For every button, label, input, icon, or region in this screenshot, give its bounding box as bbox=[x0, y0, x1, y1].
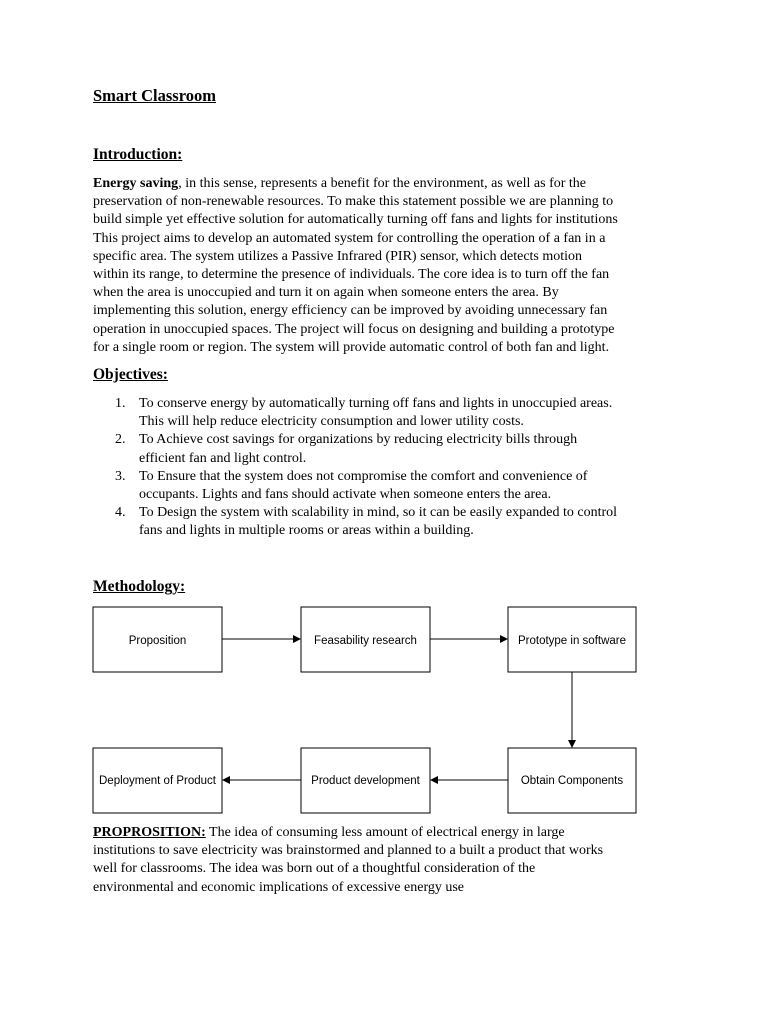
introduction-line: specific area. The system utilizes a Passive Infrared (PIR) sensor, which detects motion bbox=[93, 248, 583, 264]
introduction-line-text: , in this sense, represents a benefit for the environment, as well as for the bbox=[178, 176, 587, 191]
flow-box-label: Deployment of Product bbox=[99, 775, 216, 787]
flow-box-label: Obtain Components bbox=[520, 775, 624, 787]
objective-number: 1. bbox=[115, 396, 126, 411]
proposition-label: PROPROSITION: bbox=[93, 825, 206, 840]
flow-box-label: Proposition bbox=[128, 635, 187, 647]
flow-box-feasability-research bbox=[301, 607, 430, 672]
objective-line: To Design the system with scalability in mind, so it can be easily expanded to control bbox=[139, 505, 618, 521]
flow-box-obtain-components bbox=[508, 748, 636, 813]
objective-number: 3. bbox=[115, 468, 126, 484]
flow-box-proposition bbox=[93, 607, 222, 672]
proposition-line: environmental and economic implications of excessive energy use bbox=[93, 879, 465, 895]
flow-box-label: Product development bbox=[311, 775, 420, 787]
introduction-line: within its range, to determine the presence of individuals. The core idea is to turn off the fan bbox=[93, 267, 610, 283]
objective-line: To Achieve cost savings for organizations by reducing electricity bills through bbox=[139, 432, 578, 448]
objective-line: occupants. Lights and fans should activate when someone enters the area. bbox=[139, 487, 552, 503]
methodology-heading: Methodology: bbox=[93, 578, 186, 595]
energy-saving-bold: Energy saving bbox=[93, 176, 179, 191]
introduction-line: when the area is unoccupied and turn it on again when someone enters the area. By bbox=[93, 285, 559, 301]
document-title: Smart Classroom bbox=[93, 86, 216, 105]
flow-box-deployment-of-product bbox=[93, 748, 222, 813]
objective-line: To conserve energy by automatically turning off fans and lights in unoccupied areas. bbox=[139, 396, 613, 411]
introduction-heading: Introduction: bbox=[93, 146, 183, 163]
proposition-line bbox=[93, 824, 693, 842]
introduction-line: preservation of non-renewable resources. To make this statement possible we are planning to bbox=[93, 194, 614, 210]
proposition-line: well for classrooms. The idea was born out of a thoughtful consideration of the bbox=[93, 861, 536, 877]
introduction-line: This project aims to develop an automated system for controlling the operation of a fan in a bbox=[93, 230, 606, 246]
objective-number: 2. bbox=[115, 432, 126, 448]
objective-number: 4. bbox=[115, 505, 126, 521]
objective-line: This will help reduce electricity consumption and lower utility costs. bbox=[139, 414, 524, 430]
objectives-heading: Objectives: bbox=[93, 366, 168, 383]
introduction-line: for a single room or region. The system will provide automatic control of both fan and light. bbox=[93, 339, 610, 355]
introduction-line: build simple yet effective solution for automatically turning off fans and lights for institutions bbox=[93, 212, 618, 228]
introduction-line: operation in unoccupied spaces. The project will focus on designing and building a prototype bbox=[93, 321, 615, 337]
flow-box-prototype-in-software bbox=[508, 607, 636, 672]
flow-box-label: Prototype in software bbox=[517, 635, 627, 647]
flow-box-label: Feasability research bbox=[314, 635, 417, 647]
objective-line: To Ensure that the system does not compromise the comfort and convenience of bbox=[139, 468, 588, 484]
proposition-line: institutions to save electricity was brainstormed and planned to a built a product that works bbox=[93, 843, 604, 859]
flow-box-product-development bbox=[301, 748, 430, 813]
objective-line: efficient fan and light control. bbox=[139, 450, 307, 466]
introduction-line: implementing this solution, energy efficiency can be improved by avoiding unnecessary fan bbox=[93, 303, 608, 319]
proposition-line-text: The idea of consuming less amount of electrical energy in large bbox=[205, 825, 565, 840]
objective-line: fans and lights in multiple rooms or areas within a building. bbox=[139, 523, 474, 539]
proposition-paragraph bbox=[93, 824, 693, 897]
